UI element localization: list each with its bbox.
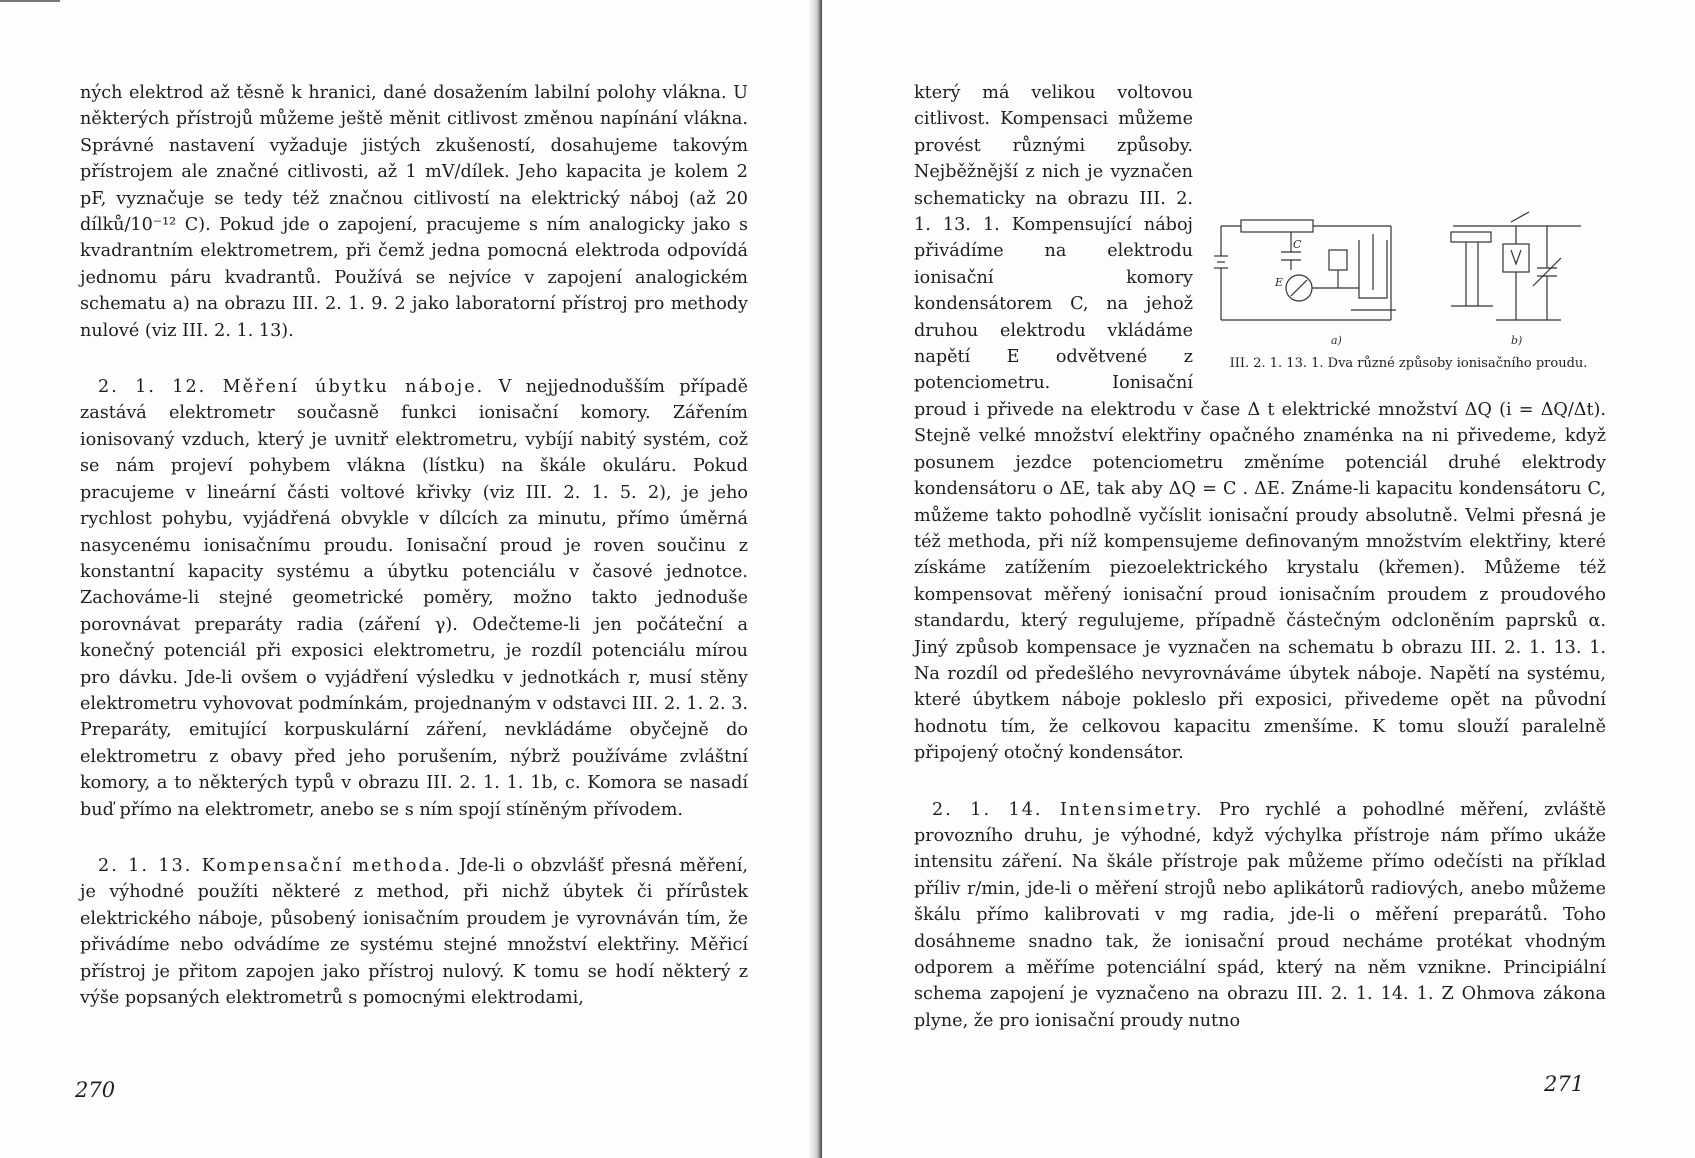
paragraph-continuation: který má velikou voltovou citlivost. Kompensaci můžeme provést různými způsoby. Nejběžnější z nich je vyznačen schematicky na obrazu III. 2. 1. 13. 1. Kompensující náboj přivádíme na elektrodu ionisační komory kondensátorem C, na jehož druhou elektrodu vkládáme napětí E odvětvené z potenciometru. Ionisační proud i přivede na elektrodu v čase Δ t elektrické množství ΔQ (i = ΔQ/Δt). Stejně velké množství elektřiny opačného znaménka na ni přivedeme, když posunem jezdce potenciometru změníme potenciál druhé elektrody kondensátoru o ΔE, tak aby ΔQ = C . ΔE. Známe-li kapacitu kondensátoru C, můžeme takto pohodlně vyčíslit ionisační proudy absolutně. Velmi přesná je též methoda, při níž kompensujeme definovaným množstvím elektřiny, které získáme zatížením piezoelektrického krystalu (křemen). Můžeme též kompensovat měřený ionisační proud ionisačním proudem z proudového standardu, který regulujeme, případně částečným odcloněním paprsků α. Jiný způsob kompensace je vyznačen na schematu b obrazu III. 2. 1. 13. 1. Na rozdíl od předešlého nevyrovnáváme úbytek náboje. Napětí na systému, které úbytkem náboje pokleslo při exposici, přivedeme opět na původní hodnotu tím, že celkovou kapacitu zmenšíme. K tomu slouží paralelně připojený otočný kondensátor.: [914, 83, 1606, 764]
figure-circuit-diagrams: [1211, 198, 1606, 373]
section-heading: 2. 1. 12. Měření úbytku náboje.: [98, 377, 485, 398]
section-2-1-12: [80, 374, 748, 823]
label-schematic-b: b): [1511, 334, 1523, 347]
right-text-column: [914, 80, 1606, 1034]
potentiometer-a: [1241, 220, 1313, 232]
left-page: [0, 0, 822, 1158]
scan-edge-line: [0, 0, 60, 2]
section-body: V nejjednodušším případě zastává elektrometr současně funkci ionisační komory. Zářením ionisovaný vzduch, který je uvnitř elektrometru, vybíjí nabitý systém, což se nám projeví pohybem vlákna (lístku) na škále okuláru. Pokud pracujeme v lineární části voltové křivky (viz III. 2. 1. 5. 2), je jeho rychlost pohybu, vyjádřená obvykle v dílcích za minutu, přímo úměrná nasycenému ionisačnímu proudu. Ionisační proud je roven součinu z konstantní kapacity systému a úbytku potenciálu v časové jednotce. Zachováme-li stejné geometrické poměry, možno takto jednoduše porovnávat preparáty radia (záření γ). Odečteme-li jen počáteční a konečný potenciál při exposici elektrometru, je rozdíl potenciálu mírou pro dávku. Jde-li ovšem o vyjádření výsledku v jednotkách r, musí stěny elektrometru vyhovovat podmínkám, projednaným v odstavci III. 2. 1. 2. 3. Preparáty, emitující korpuskulární záření, nevkládáme obyčejně do elektrometru z obavy před jeho porušením, nýbrž používáme zvláštní komory, a to některých typů v obrazu III. 2. 1. 1. 1b, c. Komora se nasadí buď přímo na elektrometr, anebo se s ním spojí stíněným přívodem.: [80, 377, 748, 820]
label-schematic-a: a): [1331, 334, 1342, 347]
page-number: 271: [1544, 1072, 1585, 1096]
left-text-column: [80, 80, 748, 1011]
section-heading: 2. 1. 13. Kompensační methoda.: [98, 855, 452, 876]
resistor-b: [1451, 232, 1491, 242]
label-capacitor: C: [1293, 238, 1302, 251]
electrometer-b: [1503, 244, 1529, 272]
section-2-1-14: [914, 797, 1606, 1035]
section-body: Pro rychlé a pohodlné měření, zvláště provozního druhu, je výhodné, když výchylka přístroje nám přímo ukáže intensitu záření. Na škále přístroje pak můžeme přímo odečísti na příklad příliv r/min, jde-li o měření strojů nebo aplikátorů radiových, anebo můžeme škálu přímo kalibrovati v mg radia, jde-li o měření preparátů. Toho dosáhneme snadno tak, že ionisační proud necháme protékat vhodným odporem a měříme potenciální spád, který na něm vznikne. Principiální schema zapojení je vyznačeno na obrazu III. 2. 1. 14. 1. Z Ohmova zákona plyne, že pro ionisační proudy nutno: [914, 799, 1606, 1031]
section-heading: 2. 1. 14. Intensimetry.: [932, 799, 1204, 820]
figure-caption: III. 2. 1. 13. 1. Dva různé způsoby ionisačního proudu.: [1229, 356, 1588, 371]
page-number: 270: [75, 1078, 116, 1102]
section-body: Jde-li o obzvlášť přesná měření, je výhodné použíti některé z method, při nichž úbytek či přírůstek elektrického náboje, působený ionisačním proudem je vyrovnáván tím, že přivádíme nebo odvádíme ze systému stejné množství elektřiny. Měřicí přístroj je přitom zapojen jako přístroj nulový. K tomu se hodí některý z výše popsaných elektrometrů s pomocnými elektrodami,: [80, 855, 749, 1008]
section-2-1-13: [80, 853, 748, 1011]
right-page: [822, 0, 1695, 1158]
label-voltage: E: [1275, 276, 1284, 289]
circuit-schematic: [1211, 198, 1606, 348]
paragraph-continuation: ných elektrod až těsně k hranici, dané dosažením labilní polohy vlákna. U některých přístrojů můžeme ještě měnit citlivost změnou napínání vlákna. Správné nastavení vyžaduje jistých zkušeností, dosahujeme takovým přístrojem ale značné citlivosti, až 1 mV/dílek. Jeho kapacita je kolem 2 pF, vyznačuje se tedy též značnou citlivostí na elektrický náboj (až 20 dílků/10⁻¹² C). Pokud jde o zapojení, pracujeme s ním analogicky jako s kvadrantním elektrometrem, při čemž jedna pomocná elektroda odpovídá jednomu páru kvadrantů. Používá se nejvíce v zapojení analogickém schematu a) na obrazu III. 2. 1. 9. 2 jako laboratorní přístroj pro methody nulové (viz III. 2. 1. 13).: [80, 83, 748, 341]
